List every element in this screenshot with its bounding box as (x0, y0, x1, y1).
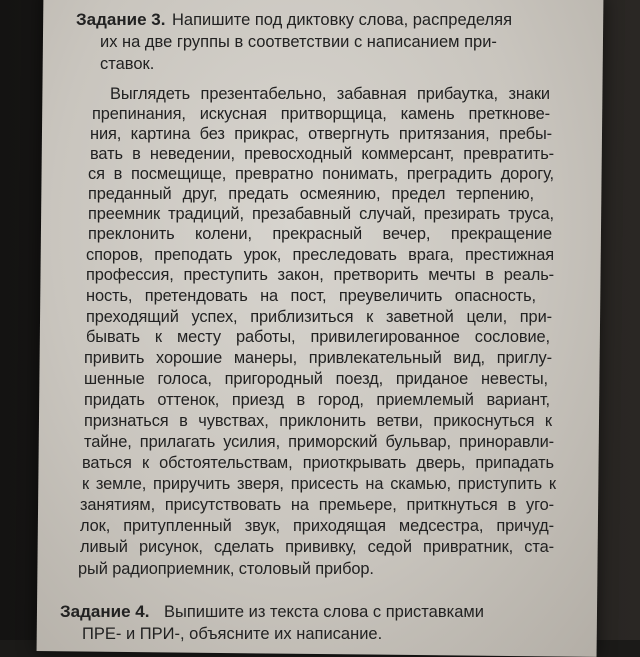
task4-instruction-2: ПРЕ- и ПРИ-, объясните их написание. (82, 625, 383, 643)
text-line: придать оттенок, приезд в город, приемлемый вариант, (84, 391, 550, 409)
text-line: бывать к месту работы, привилегированное сословие, (86, 328, 550, 346)
task4-instruction-1: Выпишите из текста слова с приставками (164, 603, 484, 621)
text-line: ваться к обстоятельствам, приоткрывать дверь, припадать (82, 454, 554, 472)
text-line: преклонить колени, прекрасный вечер, прекращение (88, 225, 552, 243)
text-line: лок, притупленный звук, приходящая медсестра, причуд- (80, 517, 554, 535)
text-line: ния, картина без прикрас, отвергнуть притязания, пребы- (90, 125, 552, 143)
task3-instruction-1: Напишите под диктовку слова, распределяя (172, 11, 513, 29)
text-line: преданный друг, предать осмеянию, предел терпению, (88, 185, 534, 203)
text-line: ся в посмещище, превратно понимать, преградить дорогу, (88, 165, 554, 183)
text-line: профессия, преступить закон, претворить мечты в реаль- (86, 266, 554, 284)
text-line: вать в неведении, превосходный коммерсант, превратить- (90, 145, 554, 163)
task3-label: Задание 3. (76, 10, 166, 29)
text-line: привить хорошие манеры, привлекательный вид, приглу- (84, 349, 552, 367)
task3-instruction-3: ставок. (100, 55, 155, 73)
text-line: ливый рисунок, сделать прививку, седой привратник, ста- (80, 538, 554, 556)
text-line: тайне, прилагать усилия, приморский бульвар, приноравли- (84, 433, 554, 451)
text-line: занятиям, присутствовать на премьере, приткнуться в уго- (80, 496, 554, 514)
text-line: шенные голоса, пригородный поезд, приданое невесты, (84, 370, 548, 388)
text-line: признаться в чувствах, приклонить ветви, прикоснуться к (84, 412, 552, 430)
text-line: преходящий успех, приблизиться к заветной цели, при- (86, 308, 552, 326)
task3-instruction-2: их на две группы в соответствии с написанием при- (100, 33, 497, 51)
text-line: преемник традиций, презабавный случай, презирать труса, (88, 205, 554, 223)
text-line: препинания, искусная притворщица, камень преткнове- (92, 105, 550, 123)
text-line: споров, преподать урок, преследовать врага, престижная (86, 246, 554, 264)
text-line: к земле, приручить зверя, присесть на скамью, приступить к (82, 475, 556, 493)
text-line: ность, претендовать на пост, преувеличить опасность, (86, 287, 536, 305)
task4-label: Задание 4. (60, 602, 150, 621)
text-line: рый радиоприемник, столовый прибор. (78, 560, 374, 578)
text-line: Выглядеть презентабельно, забавная прибаутка, знаки (110, 85, 550, 103)
